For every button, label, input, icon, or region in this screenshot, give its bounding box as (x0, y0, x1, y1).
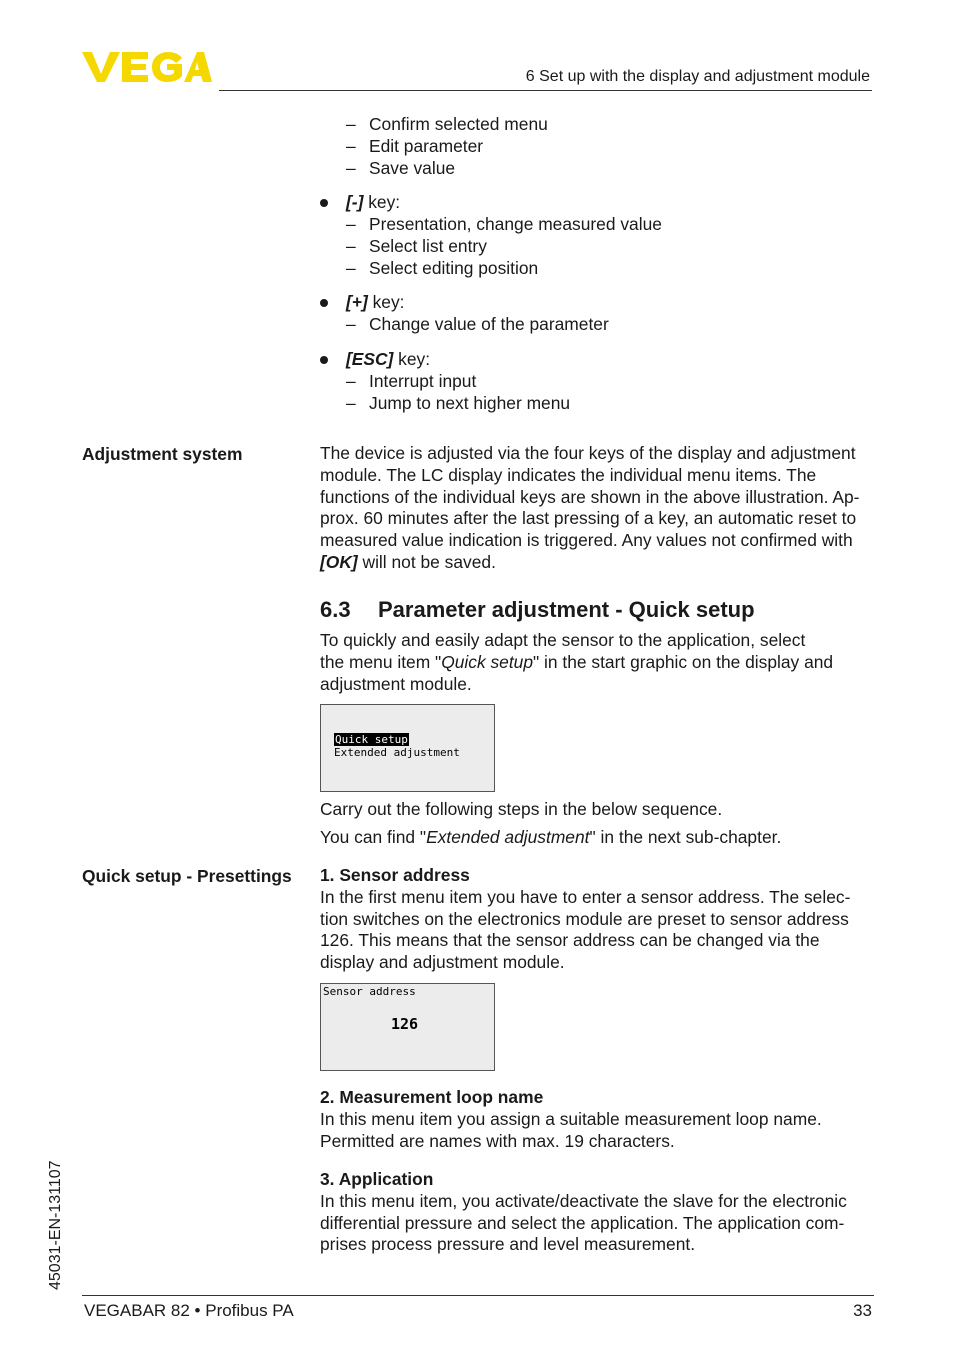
section-intro: To quickly and easily adapt the sensor to the application, select the menu item "Quick setup" in the start graphic on the display and adjustment module. (320, 630, 834, 694)
carry-out-text: Carry out the following steps in the below sequence. (320, 799, 723, 819)
section-heading (320, 597, 755, 623)
section-title: Parameter adjustment - Quick setup (378, 597, 755, 622)
list-item: Confirm selected menu (369, 114, 548, 134)
adjustment-system-text: The device is adjusted via the four keys of the display and adjustment module. The LC display indicates the individual menu items. The functions of the individual keys are shown in the above illustration. Ap- prox. 60 minutes after the last pressing of a key, an automatic reset to measured value indication is triggered. Any values not confirmed with [OK] will not be saved. (320, 443, 860, 572)
list-item: Jump to next higher menu (369, 393, 571, 413)
list-item: Interrupt input (369, 371, 477, 391)
bullet-icon (320, 356, 328, 364)
header-section-ref: 6 Set up with the display and adjustment module (525, 68, 870, 85)
step2-block: 2. Measurement loop name In this menu item you assign a suitable measurement loop name. Permitted are names with max. 19 characters. (320, 1087, 876, 1152)
document-id: 45031-EN-131107 (47, 1160, 64, 1290)
menu-item-extended-adjustment: Extended adjustment (334, 746, 460, 759)
step2-title: 2. Measurement loop name (320, 1087, 544, 1107)
display-screen-sensor-address (320, 983, 495, 1071)
ok-key-actions: – Confirm selected menu – Edit parameter – Save value (346, 114, 548, 178)
esc-key-block: [ESC] key: – Interrupt input – Jump to next higher menu (320, 349, 820, 417)
header-divider (219, 90, 872, 91)
list-item: Change value of the parameter (369, 314, 609, 334)
list-item: Select editing position (369, 258, 539, 278)
minus-key-block: [-] key: – Presentation, change measured value – Select list entry – Select editing position (320, 192, 820, 282)
plus-key-label: [+] (346, 292, 368, 312)
vega-logo (82, 50, 212, 84)
step3-block: 3. Application In this menu item, you activate/deactivate the slave for the electronic differential pressure and select the application. The application com- prises process pressure and level measurement. (320, 1169, 876, 1256)
bullet-icon (320, 299, 328, 307)
ok-key-label: [OK] (320, 551, 358, 572)
minus-key-label: [-] (346, 192, 364, 212)
find-extended-text: You can find "Extended adjustment" in the next sub-chapter. (320, 827, 782, 847)
list-item: Presentation, change measured value (369, 214, 662, 234)
footer-divider (82, 1295, 874, 1296)
footer-product: VEGABAR 82 • Profibus PA (84, 1301, 294, 1320)
plus-key-block: [+] key: – Change value of the parameter (320, 292, 820, 338)
step1-block: 1. Sensor address In the first menu item you have to enter a sensor address. The selec- tion switches on the electronics module are preset to sensor address 126. This means that the sensor address can be changed via the display and adjustment module. (320, 865, 876, 974)
list-item: Save value (369, 158, 456, 178)
esc-key-label: [ESC] (346, 349, 394, 369)
adjustment-system-label: Adjustment system (82, 444, 243, 464)
sensor-address-value: 126 (391, 1015, 419, 1033)
display-screen-start (320, 704, 495, 792)
section-number: 6.3 (320, 597, 351, 622)
quick-setup-label: Quick setup - Presettings (82, 866, 292, 886)
page-number: 33 (853, 1301, 872, 1320)
step3-title: 3. Application (320, 1169, 434, 1189)
list-item: Edit parameter (369, 136, 484, 156)
step1-title: 1. Sensor address (320, 865, 470, 885)
bullet-icon (320, 199, 328, 207)
screen-title: Sensor address (323, 985, 416, 998)
list-item: Select list entry (369, 236, 487, 256)
menu-item-quick-setup: Quick setup (335, 733, 408, 746)
